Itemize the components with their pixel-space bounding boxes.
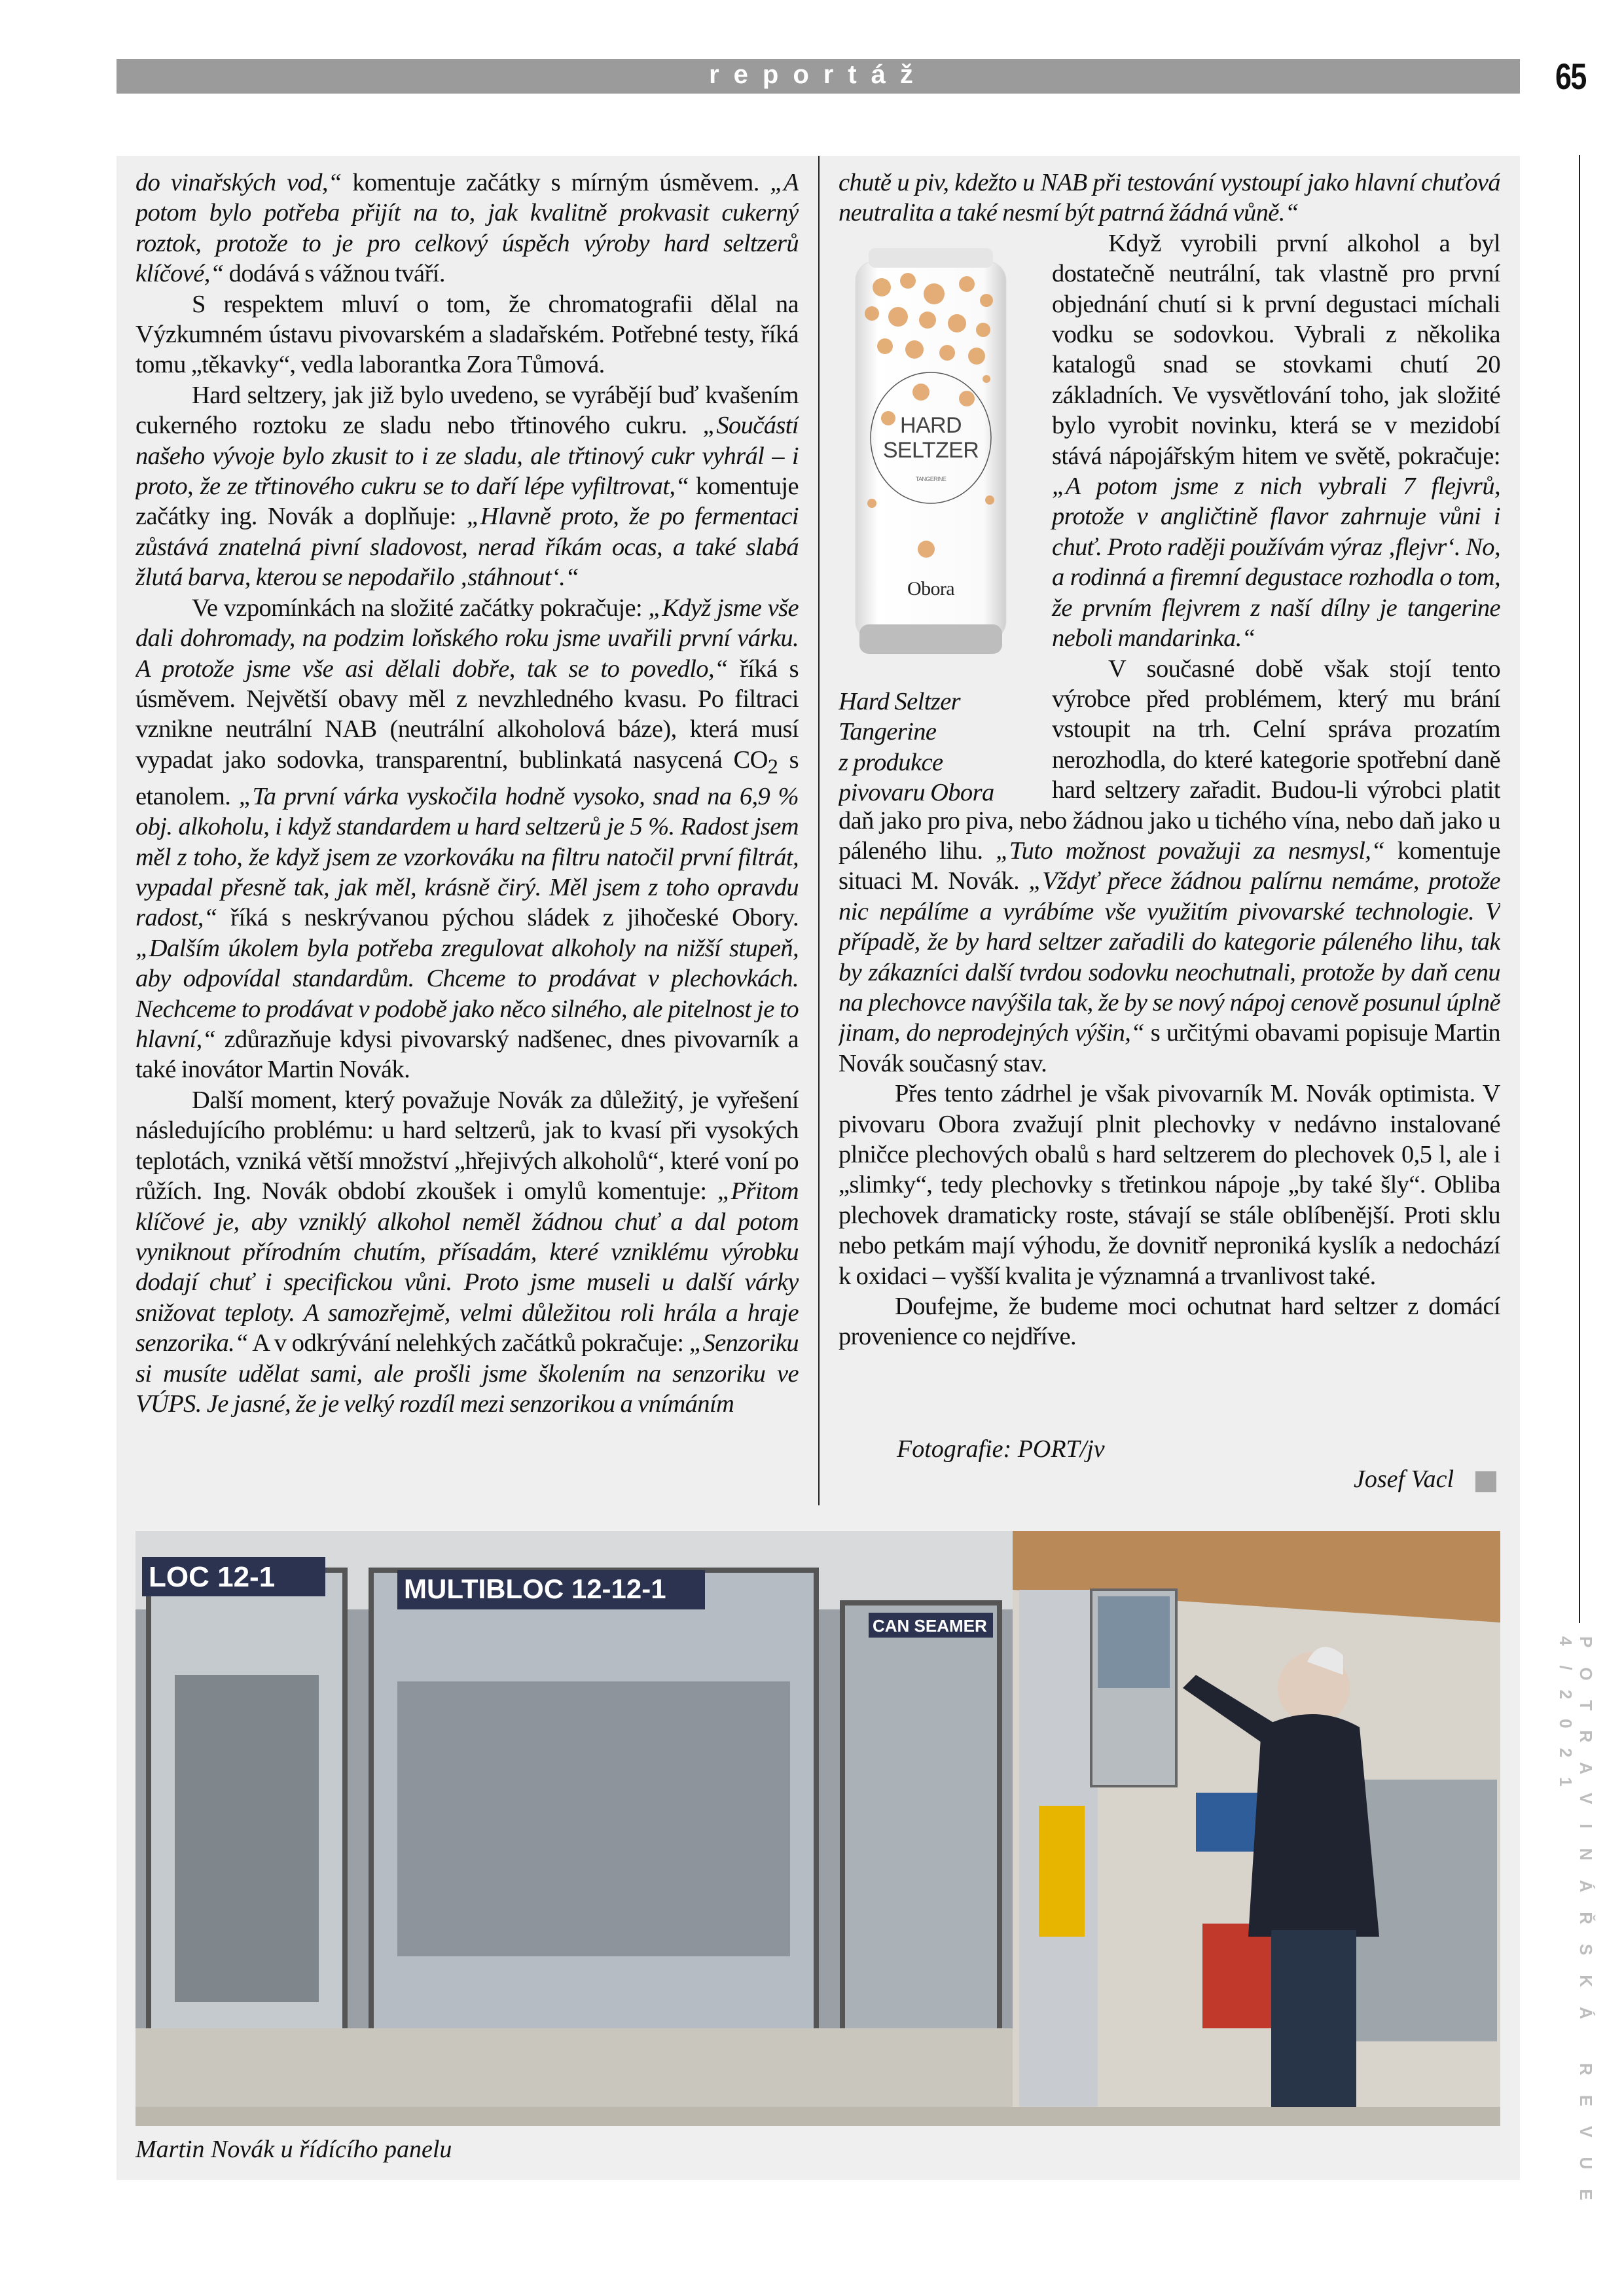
paragraph	[135, 380, 799, 593]
paragraph	[135, 289, 799, 380]
page-number: 65	[1555, 56, 1586, 97]
can-dot	[918, 541, 935, 558]
subscript: 2	[767, 754, 778, 778]
body-text: říká s úsměvem. Největší obavy měl z nevzhledného kvasu. Po filtraci vznikne neutrální NAB (neutrální alkoholová báze), která musí vypadat jako sodovka, transparentní, bublinkatá nasycená CO	[135, 655, 799, 774]
quote-text: chutě u piv, kdežto u NAB při testování vystoupí jako hlavní chuťová neutralita a také nesmí být patrná žádná vůně.“	[839, 169, 1500, 227]
quote-text: „Když jsme vše dali dohromady, na podzim loňského roku jsme uvařili první várku. A protože jsme vše asi dělali dobře, tak se to povedlo,“	[135, 594, 799, 683]
can-brand: Obora	[907, 577, 954, 600]
body-text: s etanolem.	[135, 745, 799, 810]
paragraph	[839, 168, 1500, 228]
body-text: komentuje začátky ing. Novák a doplňuje:	[135, 473, 799, 531]
body-text: V současné době však stojí tento výrobce před problémem, který mu brání vstoupit na trh. Celní správa prozatím nerozhodla, do které kategorie spotřební daně hard seltzery zařadit. Budou-li výrobci platit daň jako pro piva, nebo žádnou jako u tichého vína, nebo daň jako u páleného lihu.	[839, 655, 1500, 865]
can-dot	[900, 273, 916, 289]
can-dot	[968, 348, 985, 365]
can-dot	[985, 495, 994, 505]
paragraph	[839, 1079, 1500, 1291]
right-column	[839, 168, 1500, 1398]
column-divider	[818, 156, 820, 1505]
quote-text: „Ta první várka vyskočila hodně vysoko, snad na 6,9 % obj. alkoholu, i když standardem u hard seltzerů je 5 %. Radost jsem měl z toho, že když jsem ze vzorkováku na filtru natočil první filtrát, vypadal přesně tak, jak měl, krásně čirý. Měl jsem z toho opravdu radost,“	[135, 782, 799, 932]
can-dot	[976, 323, 990, 337]
section-header-bar	[117, 59, 1520, 94]
hard-seltzer-can-image	[842, 242, 1019, 667]
body-text: komentuje začátky s mírným úsměvem.	[341, 169, 770, 196]
can-dot	[867, 499, 876, 508]
can-dot	[873, 278, 891, 296]
quote-text: „Hlavně proto, že po fermentaci zůstává znatelná pivní sladovost, nerad říkám ocas, a také slabá žlutá barva, kterou se nepodařilo ‚stáhnout‘.“	[135, 503, 799, 592]
can-caption-line: Tangerine	[839, 718, 937, 746]
bottling-line-photo	[135, 1531, 1500, 2126]
paragraph	[839, 1291, 1500, 1352]
can-dot	[959, 276, 975, 292]
body-text: Když vyrobili první alkohol a byl dostatečně neutrální, tak vlastně pro první objednání chutí si k první degustaci míchali vodku se sodovkou. Vybrali z několika katalogů snad se stovkami chutí 20 základních. Ve vysvětlování toho, jak složité bylo vyrobit novinku, která se v mezidobí stává nápojářským hitem ve světě, pokračuje:	[1052, 229, 1500, 470]
body-text: komentuje situaci M. Novák.	[839, 836, 1500, 895]
paragraph	[135, 1085, 799, 1419]
can-caption-line: pivovaru Obora	[839, 779, 994, 807]
can-caption-line: Hard Seltzer	[839, 687, 961, 715]
quote-text: „Senzoriku si musíte udělat sami, ale prošli jsme školením na senzoriku ve VÚPS. Je jasné, že je velký rozdíl mezi senzorikou a vnímáním	[135, 1329, 799, 1418]
can-dot	[924, 283, 945, 304]
can-text-flavor: TANGERINE	[915, 475, 947, 482]
machine-label-multibloc: MULTIBLOC 12-12-1	[404, 1573, 666, 1604]
body-text: S respektem mluví o tom, že chromatografii dělal na Výzkumném ústavu pivovarském a sladařském. Potřebné testy, říká tomu „těkavky“, vedla laborantka Zora Tůmová.	[135, 290, 799, 379]
magazine-side-title: POTRAVINÁŘSKÁ REVUE 4/2021	[1556, 1636, 1596, 2220]
margin-rule	[1579, 155, 1580, 1623]
body-text: Ve vzpomínkách na složité začátky pokračuje:	[192, 594, 649, 622]
can-caption-line: z produkce	[839, 748, 943, 776]
can-dot	[865, 306, 879, 321]
can-dot	[912, 384, 929, 401]
machine-label-loc: LOC 12-1	[149, 1561, 276, 1593]
quote-text: do vinařských vod,“	[135, 169, 342, 196]
end-of-article-mark	[1475, 1471, 1496, 1492]
can-dot	[881, 411, 895, 425]
body-text: Další moment, který považuje Novák za důležitý, je vyřešení následujícího problému: u hard seltzerů, jak to kvasí při vysokých teplotách, vzniká větší množství „hřejivých alkoholů“, které voní po růžích. Ing. Novák období zkoušek i omylů komentuje:	[135, 1086, 799, 1206]
article-author: Josef Vacl	[1354, 1465, 1454, 1493]
can-dot	[980, 294, 993, 307]
can-dot	[919, 312, 936, 329]
can-dot	[888, 307, 908, 327]
body-text: Hard seltzery, jak již bylo uvedeno, se vyrábějí buď kvašením cukerného roztoku ze sladu nebo třtinového cukru.	[135, 381, 799, 440]
can-dot	[948, 314, 966, 332]
can-dot	[983, 375, 990, 383]
can-text-hard: HARD	[900, 412, 962, 438]
photo-caption: Martin Novák u řídícího panelu	[135, 2136, 452, 2163]
body-text: dodává s vážnou tváří.	[223, 260, 445, 288]
photo-credit: Fotografie: PORT/jv	[897, 1435, 1105, 1463]
can-dot	[905, 340, 924, 359]
quote-text: „Dalším úkolem byla potřeba zregulovat alkoholy na nižší stupeň, aby odpovídal standardům. Chceme to prodávat v plechovkách. Nechceme to prodávat v podobě jako něco silného, ale pitelnost je to hlavní,“	[135, 934, 799, 1054]
body-text: Přes tento zádrhel je však pivovarník M. Novák optimista. V pivovaru Obora zvažují plnit plechovky v nedávno instalované plničce plechových obalů s hard seltzerem do plechovek 0,5 l, ale i „slimky“, tedy plechovky s třetinkou nápoje „by také šly“. Obliba plechovek dramaticky roste, stávají se stále oblíbenější. Proti sklu nebo petkám mají výhodu, že dovnitř neproniká kyslík a nedochází k oxidaci – vyšší kvalita je významná a trvanlivost také.	[839, 1080, 1500, 1290]
body-text: říká s neskrývanou pýchou sládek z jihočeské Obory.	[217, 904, 799, 932]
quote-text: „A potom jsme z nich vybrali 7 flejvrů, protože v angličtině flavor zahrnuje vůni i chuť. Proto raději používám výraz ‚flejvr‘. No, a rodinná a firemní degustace rozhodla o tom, že prvním flejvrem z naší dílny je tangerine neboli mandarinka.“	[1052, 473, 1500, 653]
can-text-seltzer: SELTZER	[882, 437, 979, 463]
quote-text: „Součástí našeho vývoje bylo zkusit to i ze sladu, ale třtinový cukr vyhrál – i proto, že ze třtinového cukru se to daří lépe vyfiltrovat,“	[135, 412, 799, 501]
quote-text: „Přitom klíčové je, aby vzniklý alkohol neměl žádnou chuť a dal potom vyniknout přírodním chutím, přísadám, které vzniklému výrobku dodají chuť i specifickou vůni. Proto jsme museli u další várky snižovat teploty. A samozřejmě, velmi důležitou roli hrála a hraje senzorika.“	[135, 1177, 799, 1357]
can-caption	[839, 687, 994, 808]
quote-text: „Vždyť přece žádnou palírnu nemáme, protože nic nepálíme a vyrábíme vše využitím pivovarské technologie. V případě, že by hard seltzer zařadili do kategorie páleného lihu, tak by zákazníci další tvrdou sodovku neochutnali, protože by daň cenu na plechovce navýšila tak, že by se nový nápoj cenově posunul úplně jinam, do neprodejných výšin,“	[839, 867, 1500, 1047]
body-text: zdůrazňuje kdysi pivovarský nadšenec, dnes pivovarník a také inovátor Martin Novák.	[135, 1026, 799, 1084]
left-column	[135, 168, 799, 1509]
quote-text: „Tuto možnost považuji za nesmysl,“	[996, 836, 1385, 865]
body-text: s určitými obavami popisuje Martin Novák současný stav.	[839, 1019, 1500, 1077]
paragraph	[135, 593, 799, 1085]
body-text: A v odkrývání nelehkých začátků pokračuje:	[248, 1329, 689, 1357]
can-dot	[959, 391, 975, 406]
body-text: Doufejme, že budeme moci ochutnat hard seltzer z domácí provenience co nejdříve.	[839, 1293, 1500, 1351]
quote-text: „A potom bylo potřeba přijít na to, jak kvalitně prokvasit cukerný roztok, protože to je pro celkový úspěch výroby hard seltzerů klíčové,“	[135, 169, 799, 288]
paragraph	[135, 168, 799, 289]
can-figure	[839, 228, 1035, 807]
can-dot	[877, 338, 893, 354]
can-dot	[939, 345, 955, 361]
machine-label-can-seamer: CAN SEAMER	[873, 1616, 987, 1636]
section-title: reportáž	[709, 60, 928, 89]
